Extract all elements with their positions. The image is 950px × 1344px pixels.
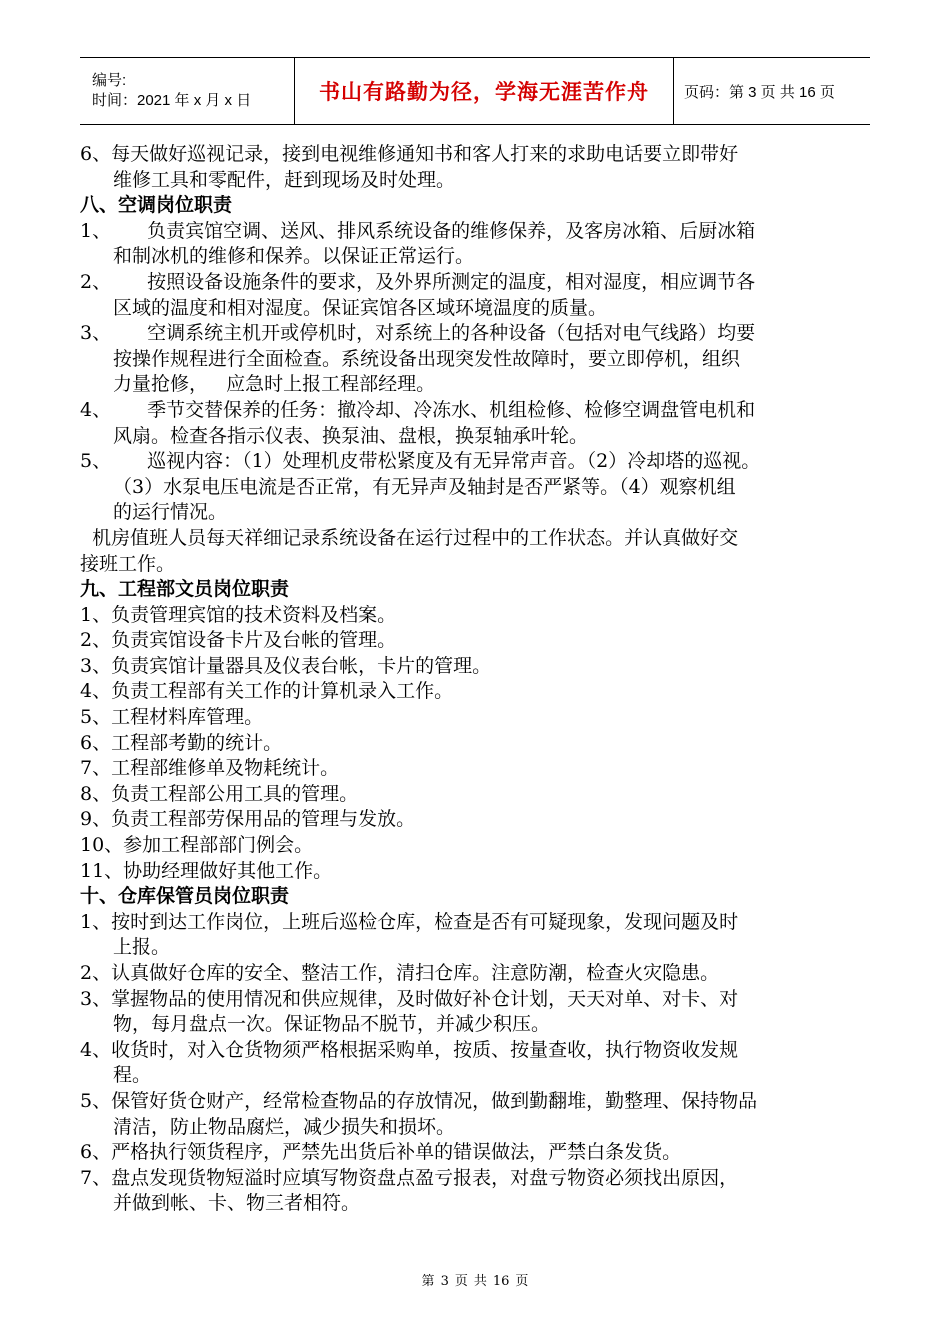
- list-item: 2、认真做好仓库的安全、整洁工作，清扫仓库。注意防潮，检查火灾隐患。: [80, 962, 720, 984]
- item-number: 1、: [80, 219, 112, 242]
- header-page-info: 页码：第 3 页 共 16 页: [684, 83, 835, 101]
- paragraph-line: 6、每天做好巡视记录，接到电视维修通知书和客人打来的求助电话要立即带好: [80, 143, 739, 165]
- list-item: 11、协助经理做好其他工作。: [80, 859, 333, 882]
- header-meta: [80, 58, 295, 124]
- list-item: 4、收货时，对入仓货物须严格根据采购单，按质、按量查收，执行物资收发规: [80, 1038, 739, 1061]
- list-item: [80, 270, 880, 296]
- paragraph-line: 物，每月盘点一次。保证物品不脱节，并减少积压。: [113, 1013, 551, 1036]
- section-heading: 九、工程部文员岗位职责: [80, 578, 290, 601]
- list-item: 3、负责宾馆计量器具及仪表台帐，卡片的管理。: [80, 654, 492, 677]
- page-header: [80, 57, 870, 125]
- list-item: [80, 449, 880, 475]
- list-item: 10、参加工程部部门例会。: [80, 834, 314, 857]
- list-item: 5、保管好货仓财产，经常检查物品的存放情况，做到勤翻堆，勤整理、保持物品: [80, 1089, 758, 1112]
- footer-total-number: 16: [492, 1274, 510, 1289]
- list-item: [80, 219, 880, 245]
- item-number: 4、: [80, 398, 112, 421]
- footer-total-label: 共: [473, 1274, 487, 1289]
- paragraph-line: （3）水泵电压电流是否正常，有无异声及轴封是否严紧等。（4）观察机组: [113, 475, 736, 498]
- paragraph-line: 力量抢修， 应急时上报工程部经理。: [113, 373, 436, 396]
- list-item: 7、工程部维修单及物耗统计。: [80, 757, 340, 780]
- section-heading: 八、空调岗位职责: [80, 194, 233, 217]
- header-page-cell: [674, 58, 835, 124]
- item-text: 按照设备设施条件的要求，及外界所测定的温度，相对湿度，相应调节各: [147, 270, 756, 293]
- list-item: 6、工程部考勤的统计。: [80, 731, 283, 754]
- item-text: 季节交替保养的任务：撤冷却、冷冻水、机组检修、检修空调盘管电机和: [147, 398, 756, 421]
- list-item: 7、盘点发现货物短溢时应填写物资盘点盈亏报表，对盘亏物资必须找出原因，: [80, 1166, 739, 1189]
- list-item: [80, 398, 880, 424]
- list-item: 9、负责工程部劳保用品的管理与发放。: [80, 808, 416, 831]
- section-heading: 十、仓库保管员岗位职责: [80, 885, 290, 908]
- paragraph-line: 的运行情况。: [113, 501, 228, 524]
- page-footer: [0, 1270, 950, 1289]
- paragraph-line: 按操作规程进行全面检查。系统设备出现突发性故障时，要立即停机，组织: [113, 347, 741, 370]
- list-item: 6、严格执行领货程序，严禁先出货后补单的错误做法，严禁白条发货。: [80, 1141, 682, 1164]
- list-item: 1、按时到达工作岗位，上班后巡检仓库，检查是否有可疑现象，发现问题及时: [80, 910, 739, 933]
- item-text: 负责宾馆空调、送风、排风系统设备的维修保养，及客房冰箱、后厨冰箱: [147, 219, 756, 242]
- header-motto-cell: [295, 58, 674, 124]
- paragraph-line: 和制冰机的维修和保养。以保证正常运行。: [113, 245, 475, 268]
- document-number: 编号:: [92, 72, 127, 89]
- footer-page-label: 第: [421, 1274, 435, 1289]
- list-item: 8、负责工程部公用工具的管理。: [80, 782, 359, 805]
- item-number: 5、: [80, 450, 112, 473]
- paragraph-line: 程。: [113, 1064, 152, 1087]
- document-time: 时间：2021 年 x 月 x 日: [92, 92, 252, 109]
- item-text: 空调系统主机开或停机时，对系统上的各种设备（包括对电气线路）均要: [147, 322, 756, 345]
- header-motto: 书山有路勤为径，学海无涯苦作舟: [319, 80, 649, 104]
- list-item: 1、负责管理宾馆的技术资料及档案。: [80, 603, 397, 626]
- list-item: 5、工程材料库管理。: [80, 706, 264, 729]
- paragraph-line: 风扇。检查各指示仪表、换泵油、盘根，换泵轴承叶轮。: [113, 424, 589, 447]
- list-item: 4、负责工程部有关工作的计算机录入工作。: [80, 680, 454, 703]
- item-number: 2、: [80, 270, 112, 293]
- item-number: 3、: [80, 322, 112, 345]
- paragraph-line: 区域的温度和相对湿度。保证宾馆各区域环境温度的质量。: [113, 296, 608, 319]
- paragraph-line: 清洁，防止物品腐烂，减少损失和损坏。: [113, 1115, 456, 1138]
- list-item: 2、负责宾馆设备卡片及台帐的管理。: [80, 629, 397, 652]
- paragraph-line: 机房值班人员每天祥细记录系统设备在运行过程中的工作状态。并认真做好交: [80, 526, 739, 549]
- paragraph-line: 上报。: [113, 936, 171, 959]
- footer-page-number: 3: [440, 1274, 449, 1289]
- paragraph-line: 并做到帐、卡、物三者相符。: [113, 1192, 361, 1215]
- list-item: [80, 321, 880, 347]
- paragraph-line: 维修工具和零配件，赶到现场及时处理。: [113, 168, 456, 191]
- document-body: [80, 142, 880, 1217]
- paragraph-line: 接班工作。: [80, 552, 176, 575]
- footer-total-unit: 页: [515, 1274, 529, 1289]
- item-text: 巡视内容：（1）处理机皮带松紧度及有无异常声音。（2）冷却塔的巡视。: [147, 450, 761, 473]
- footer-page-unit: 页: [454, 1274, 468, 1289]
- list-item: 3、掌握物品的使用情况和供应规律，及时做好补仓计划，天天对单、对卡、对: [80, 987, 739, 1010]
